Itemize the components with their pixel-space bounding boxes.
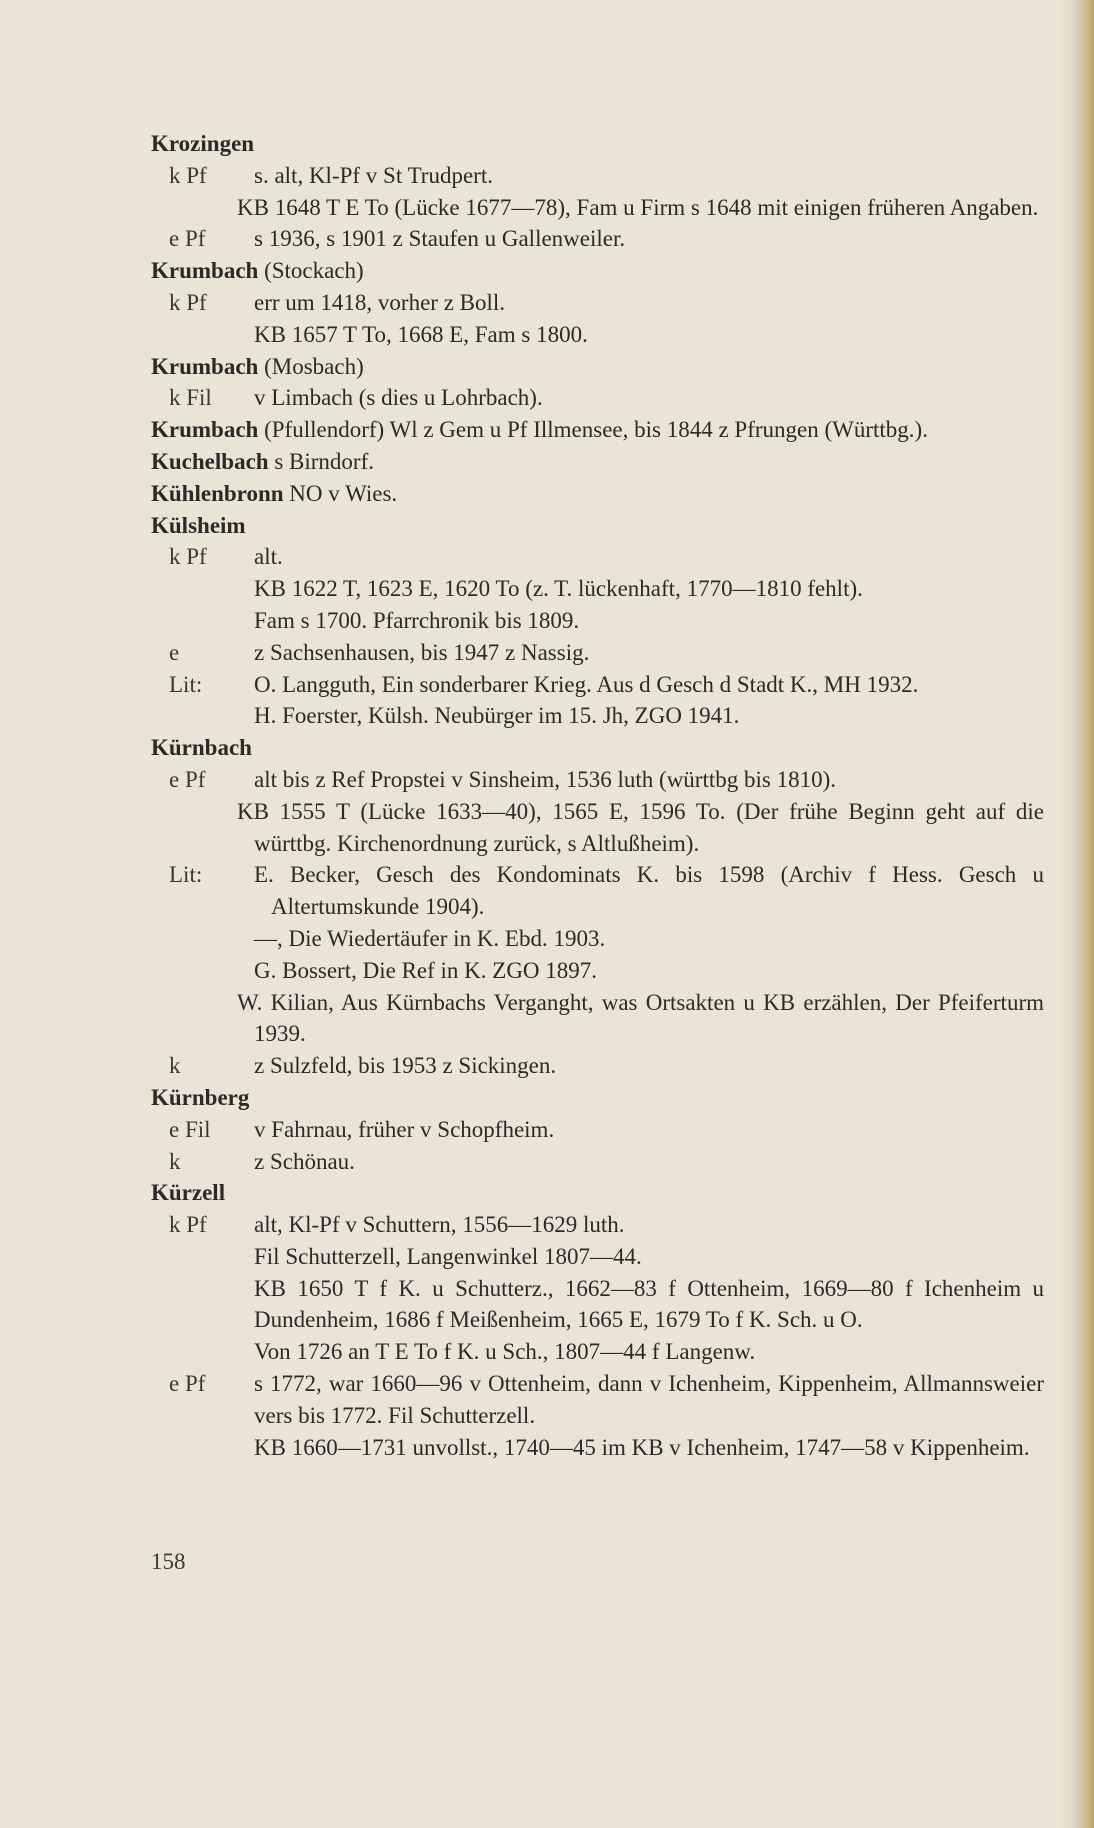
entry-row bbox=[151, 859, 1044, 923]
row-text: s. alt, Kl-Pf v St Trudpert. bbox=[254, 162, 493, 188]
entry-heading: Külsheim bbox=[151, 512, 246, 538]
row-text: W. Kilian, Aus Kürnbachs Verganght, was Ortsakten u KB erzählen, Der Pfeiferturm 1939. bbox=[237, 989, 1044, 1047]
entry-kuernbach bbox=[151, 732, 1044, 1082]
entry-heading-rest: (Stockach) bbox=[258, 258, 364, 284]
row-text: KB 1622 T, 1623 E, 1620 To (z. T. lückenhaft, 1770—1810 fehlt). bbox=[254, 576, 863, 602]
row-label: e bbox=[169, 639, 180, 665]
page-edge-shadow bbox=[1060, 0, 1094, 1828]
entry-row bbox=[151, 605, 1044, 637]
entry-kuelsheim bbox=[151, 510, 1044, 733]
row-label: k Pf bbox=[169, 544, 207, 570]
row-label: k Fil bbox=[169, 385, 212, 411]
entry-heading-line bbox=[151, 351, 1044, 383]
entry-row bbox=[151, 382, 1044, 414]
row-text: s 1936, s 1901 z Staufen u Gallenweiler. bbox=[254, 226, 626, 252]
row-text: z Sulzfeld, bis 1953 z Sickingen. bbox=[254, 1053, 557, 1079]
entry-heading: Kühlenbronn bbox=[151, 480, 284, 506]
entry-row bbox=[151, 223, 1044, 255]
row-text: z Sachsenhausen, bis 1947 z Nassig. bbox=[254, 639, 590, 665]
entry-row bbox=[151, 987, 1044, 1051]
entry-row bbox=[151, 319, 1044, 351]
row-text: —, Die Wiedertäufer in K. Ebd. 1903. bbox=[254, 925, 606, 951]
row-label: k bbox=[169, 1053, 181, 1079]
row-label: Lit: bbox=[169, 671, 203, 697]
row-text: G. Bossert, Die Ref in K. ZGO 1897. bbox=[254, 957, 598, 983]
entry-heading-line bbox=[151, 255, 1044, 287]
entry-heading: Krozingen bbox=[151, 131, 255, 156]
entry-row bbox=[151, 573, 1044, 605]
page-number: 158 bbox=[151, 1549, 186, 1574]
entry-heading: Krumbach bbox=[151, 258, 259, 284]
row-text: H. Foerster, Külsh. Neubürger im 15. Jh, ZGO 1941. bbox=[254, 703, 740, 729]
row-text: Fam s 1700. Pfarrchronik bis 1809. bbox=[254, 607, 580, 633]
entry-heading-rest: (Mosbach) bbox=[258, 353, 364, 379]
entry-heading-rest: s Birndorf. bbox=[268, 448, 374, 474]
entry-row bbox=[151, 1241, 1044, 1273]
row-text: alt bis z Ref Propstei v Sinsheim, 1536 luth (württbg bis 1810). bbox=[254, 766, 836, 792]
entry-heading: Krumbach bbox=[151, 417, 259, 443]
entry-krozingen bbox=[151, 128, 1044, 255]
row-text: Fil Schutterzell, Langenwinkel 1807—44. bbox=[254, 1243, 642, 1269]
entry-heading: Krumbach bbox=[151, 353, 259, 379]
row-label: e Pf bbox=[169, 226, 206, 252]
row-label: k Pf bbox=[169, 289, 207, 315]
entry-row bbox=[151, 955, 1044, 987]
row-label: k Pf bbox=[169, 1212, 207, 1238]
document-page bbox=[151, 128, 1044, 1463]
row-text: KB 1657 T To, 1668 E, Fam s 1800. bbox=[254, 321, 588, 347]
entry-row bbox=[151, 192, 1044, 224]
entry-kuernberg bbox=[151, 1082, 1044, 1177]
row-text: O. Langguth, Ein sonderbarer Krieg. Aus d Gesch d Stadt K., MH 1932. bbox=[254, 671, 919, 697]
entry-krumbach-mosbach bbox=[151, 351, 1044, 415]
entry-row bbox=[151, 1273, 1044, 1337]
entry-row bbox=[151, 637, 1044, 669]
entry-heading: Kürnbach bbox=[151, 735, 252, 761]
entry-kuerzell bbox=[151, 1177, 1044, 1463]
row-label: e Pf bbox=[169, 766, 206, 792]
row-text: alt, Kl-Pf v Schuttern, 1556—1629 luth. bbox=[254, 1212, 625, 1238]
entry-row bbox=[151, 796, 1044, 860]
row-text: KB 1660—1731 unvollst., 1740—45 im KB v Ichenheim, 1747—58 v Kippenheim. bbox=[254, 1434, 1030, 1460]
row-text: err um 1418, vorher z Boll. bbox=[254, 289, 506, 315]
row-label: Lit: bbox=[169, 862, 203, 888]
row-label: e Pf bbox=[169, 1371, 206, 1397]
entry-row bbox=[151, 669, 1044, 701]
entry-row bbox=[151, 700, 1044, 732]
entry-krumbach-pfullendorf bbox=[151, 414, 1044, 446]
entry-heading: Kürnberg bbox=[151, 1084, 250, 1110]
row-text: KB 1555 T (Lücke 1633—40), 1565 E, 1596 To. (Der frühe Beginn geht auf die württbg. Kirchenordnung zurück, s Altlußheim). bbox=[237, 798, 1044, 856]
entry-heading: Kürzell bbox=[151, 1180, 226, 1206]
row-text: Von 1726 an T E To f K. u Sch., 1807—44 f Langenw. bbox=[254, 1339, 756, 1365]
entry-krumbach-stockach bbox=[151, 255, 1044, 350]
row-text: v Fahrnau, früher v Schopfheim. bbox=[254, 1116, 555, 1142]
entry-heading-rest: NO v Wies. bbox=[283, 480, 398, 506]
entry-row bbox=[151, 160, 1044, 192]
row-text: z Schönau. bbox=[254, 1148, 355, 1174]
row-text: KB 1650 T f K. u Schutterz., 1662—83 f Ottenheim, 1669—80 f Ichenheim u Dundenheim, 1686 f Meißenheim, 1665 E, 1679 To f K. Sch. u O. bbox=[254, 1275, 1044, 1333]
row-label: e Fil bbox=[169, 1116, 211, 1142]
entry-row bbox=[151, 1432, 1044, 1464]
row-label: k Pf bbox=[169, 162, 207, 188]
entry-row bbox=[151, 1050, 1044, 1082]
entry-row bbox=[151, 287, 1044, 319]
entry-row bbox=[151, 1209, 1044, 1241]
row-label: k bbox=[169, 1148, 181, 1174]
entry-kuehlenbronn bbox=[151, 478, 1044, 510]
entry-row bbox=[151, 764, 1044, 796]
entry-row bbox=[151, 1146, 1044, 1178]
entry-heading-rest: (Pfullendorf) Wl z Gem u Pf Illmensee, bis 1844 z Pfrungen (Württbg.). bbox=[258, 417, 928, 443]
entry-row bbox=[151, 1368, 1044, 1432]
entry-heading: Kuchelbach bbox=[151, 448, 269, 474]
row-text: E. Becker, Gesch des Kondominats K. bis 1598 (Archiv f Hess. Gesch u Altertumskunde 1904). bbox=[254, 862, 1044, 920]
entry-kuchelbach bbox=[151, 446, 1044, 478]
entry-row bbox=[151, 1114, 1044, 1146]
entry-row bbox=[151, 541, 1044, 573]
row-text: alt. bbox=[254, 544, 283, 570]
row-text: s 1772, war 1660—96 v Ottenheim, dann v Ichenheim, Kippenheim, Allmannsweier vers bis 1772. Fil Schutterzell. bbox=[254, 1371, 1044, 1428]
row-text: KB 1648 T E To (Lücke 1677—78), Fam u Firm s 1648 mit einigen früheren Angaben. bbox=[237, 194, 1039, 220]
row-text: v Limbach (s dies u Lohrbach). bbox=[254, 385, 543, 411]
entry-row bbox=[151, 923, 1044, 955]
entry-row bbox=[151, 1336, 1044, 1368]
